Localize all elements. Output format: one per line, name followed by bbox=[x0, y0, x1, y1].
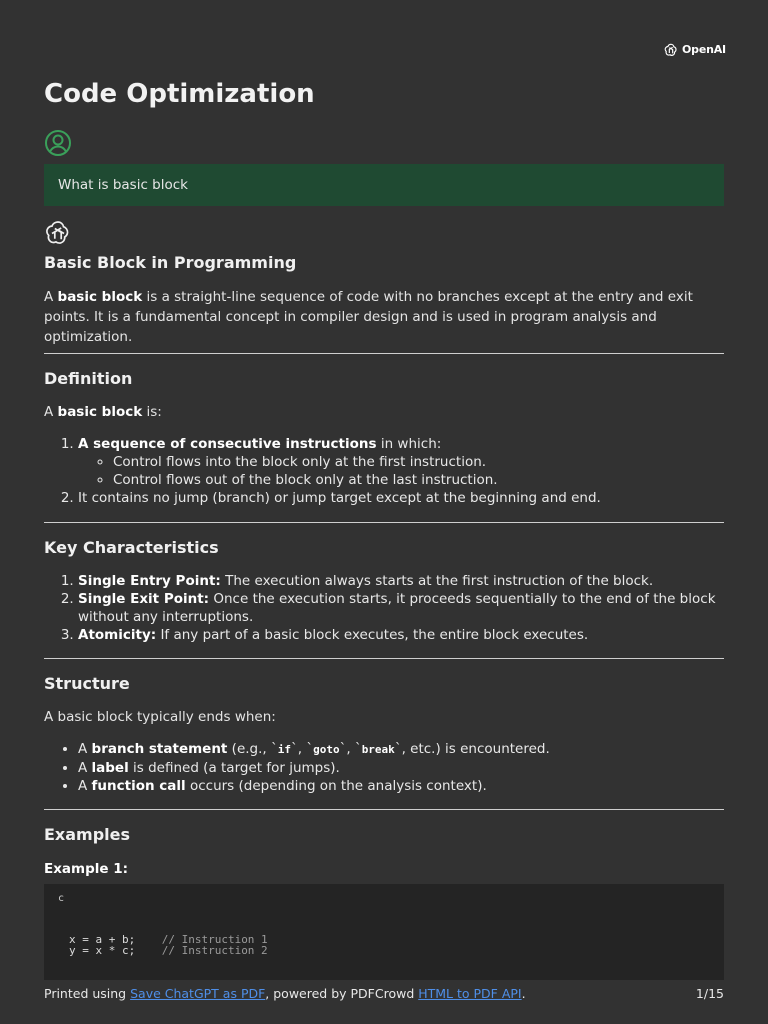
code-language-label: c bbox=[58, 893, 65, 904]
example-label: Example 1: bbox=[44, 861, 129, 877]
definition-line: A basic block is: bbox=[44, 404, 162, 420]
characteristics-heading: Key Characteristics bbox=[44, 538, 219, 557]
response-heading: Basic Block in Programming bbox=[44, 253, 297, 272]
list-item: 2. Single Exit Point: Once the execution starts, it proceeds sequentially to the end of the block without any interruptions. bbox=[78, 590, 724, 626]
user-message: What is basic block bbox=[44, 164, 724, 206]
definition-list bbox=[44, 435, 724, 507]
list-item: 1. Single Entry Point: The execution always starts at the first instruction of the block. bbox=[78, 572, 724, 590]
list-item: 1. A sequence of consecutive instructions in which: ◦ Control flows into the block only at the first instruction. ◦ Control flows out of the block only at the last instruction. bbox=[78, 435, 724, 489]
openai-logo-text: OpenAI bbox=[682, 43, 726, 56]
structure-list bbox=[44, 740, 724, 795]
list-item: • A function call occurs (depending on the analysis context). bbox=[78, 777, 724, 795]
footer-text: Printed using Save ChatGPT as PDF, powered by PDFCrowd HTML to PDF API. bbox=[44, 986, 526, 1001]
examples-heading: Examples bbox=[44, 825, 131, 844]
html-to-pdf-link[interactable]: HTML to PDF API bbox=[418, 986, 522, 1001]
user-avatar-icon bbox=[44, 129, 72, 157]
list-item: • A branch statement (e.g., `if`, `goto`, `break`, etc.) is encountered. bbox=[78, 740, 724, 759]
divider bbox=[44, 522, 724, 523]
openai-logo-icon bbox=[663, 42, 679, 58]
list-item: ◦ Control flows out of the block only at the last instruction. bbox=[113, 471, 724, 489]
divider bbox=[44, 353, 724, 354]
divider bbox=[44, 658, 724, 659]
save-chatgpt-link[interactable]: Save ChatGPT as PDF bbox=[130, 986, 266, 1001]
code-line: y = x * c; // Instruction 2 bbox=[69, 944, 268, 957]
footer bbox=[44, 985, 724, 1003]
list-item: ◦ Control flows into the block only at the first instruction. bbox=[113, 453, 724, 471]
definition-sublist bbox=[78, 453, 724, 489]
code-block bbox=[44, 884, 724, 980]
structure-heading: Structure bbox=[44, 674, 130, 693]
list-item: • A label is defined (a target for jumps). bbox=[78, 759, 724, 777]
definition-heading: Definition bbox=[44, 369, 133, 388]
page-title: Code Optimization bbox=[44, 79, 315, 109]
list-item: 2. It contains no jump (branch) or jump target except at the beginning and end. bbox=[78, 489, 724, 507]
characteristics-list bbox=[44, 572, 724, 644]
assistant-response bbox=[44, 252, 724, 878]
chatgpt-icon bbox=[44, 219, 72, 247]
code-line: x = a + b; // Instruction 1 bbox=[69, 933, 268, 946]
intro-paragraph: A basic block is a straight-line sequence of code with no branches except at the entry and exit points. It is a fundamental concept in compiler design and is used in program analysis and optimization. bbox=[44, 289, 693, 345]
openai-logo bbox=[663, 41, 726, 59]
list-item: 3. Atomicity: If any part of a basic block executes, the entire block executes. bbox=[78, 626, 724, 644]
code-body bbox=[69, 934, 268, 956]
page-number: 1/15 bbox=[695, 986, 724, 1001]
structure-intro: A basic block typically ends when: bbox=[44, 709, 276, 725]
divider bbox=[44, 809, 724, 810]
